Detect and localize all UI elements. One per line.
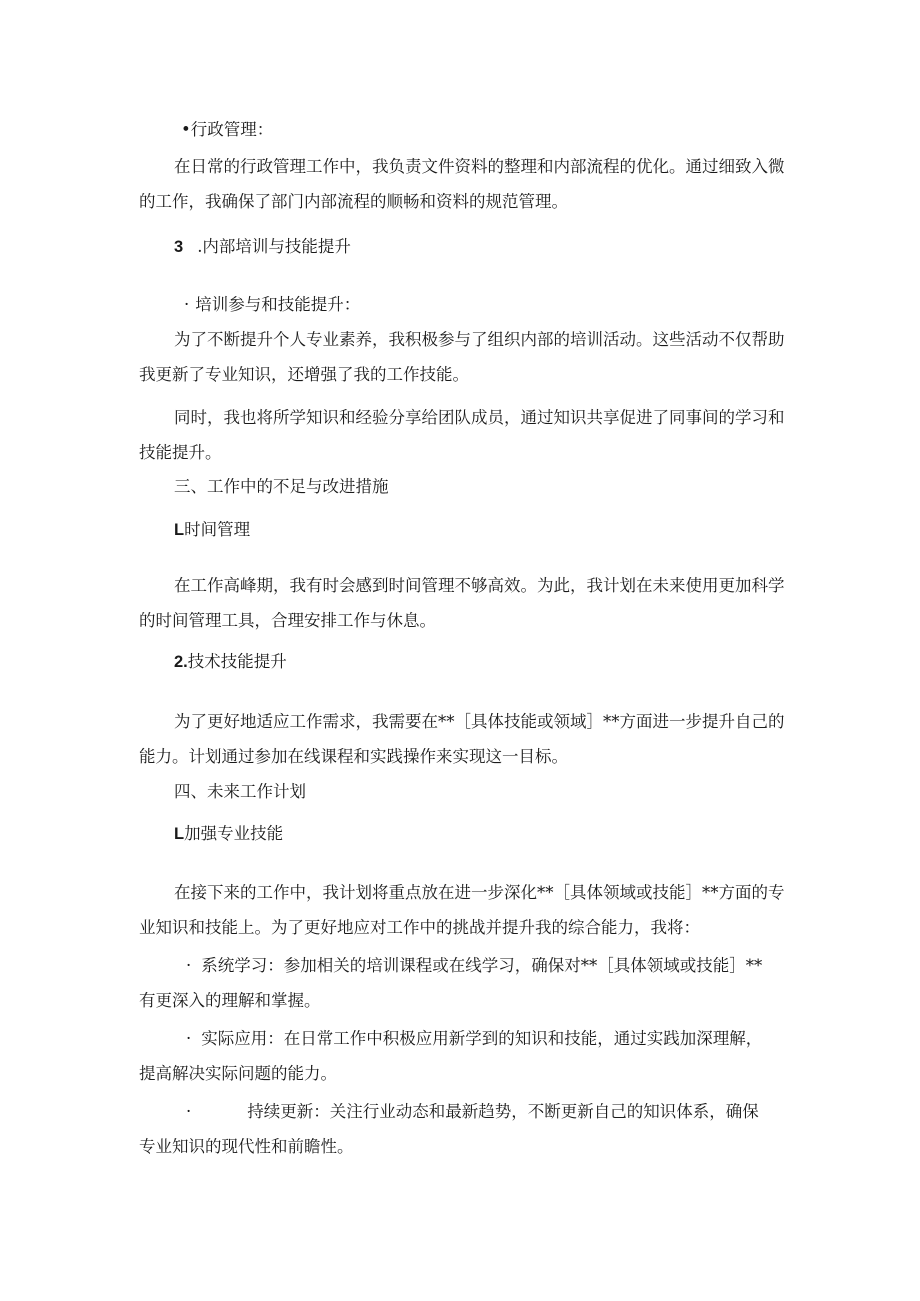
subheading-skill xyxy=(174,823,824,845)
paragraph-admin: 在日常的行政管理工作中，我负责文件资料的整理和内部流程的优化。通过细致入微的工作，我确保了部门内部流程的顺畅和资料的规范管理。 xyxy=(139,157,785,211)
bullet-update-line1 xyxy=(186,1101,836,1123)
bullet: · xyxy=(186,956,192,975)
list-item-label: 行政管理： xyxy=(190,120,274,139)
bullet-text: 实际应用：在日常工作中积极应用新学到的知识和技能，通过实践加深理解， xyxy=(201,1029,763,1048)
paragraph-training-2: 同时，我也将所学知识和经验分享给团队成员，通过知识共享促进了同事间的学习和技能提升。 xyxy=(139,408,785,462)
bullet-text: 系统学习：参加相关的培训课程或在线学习，确保对**［具体领域或技能］** xyxy=(201,956,763,975)
heading-number: 3 xyxy=(174,238,184,256)
bullet-apply-line1 xyxy=(186,1028,836,1050)
bullet-study-line2: 有更深入的理解和掌握。 xyxy=(139,991,321,1010)
bullet-update-line2: 专业知识的现代性和前瞻性。 xyxy=(139,1137,354,1156)
section-heading-4: 四、未来工作计划 xyxy=(174,782,306,801)
paragraph-skill: 在接下来的工作中，我计划将重点放在进一步深化**［具体领域或技能］**方面的专业知识和技能上。为了更好地应对工作中的挑战并提升我的综合能力，我将： xyxy=(139,883,785,937)
subheading-number: L xyxy=(174,521,185,539)
bullet-study-line1 xyxy=(186,955,836,977)
bullet-apply-line2: 提高解决实际问题的能力。 xyxy=(139,1064,337,1083)
bullet-text: 持续更新：关注行业动态和最新趋势，不断更新自己的知识体系，确保 xyxy=(247,1102,759,1121)
subheading-number: 2. xyxy=(174,653,188,671)
heading-label: .内部培训与技能提升 xyxy=(197,237,351,256)
paragraph-time: 在工作高峰期，我有时会感到时间管理不够高效。为此，我计划在未来使用更加科学的时间管理工具，合理安排工作与休息。 xyxy=(139,576,785,630)
list-item-training xyxy=(184,294,834,316)
bullet: • xyxy=(181,120,191,139)
bullet: · xyxy=(186,1029,192,1048)
paragraph-tech: 为了更好地适应工作需求，我需要在**［具体技能或领域］**方面进一步提升自己的能力。计划通过参加在线课程和实践操作来实现这一目标。 xyxy=(139,712,785,766)
subheading-number: L xyxy=(174,825,185,843)
subheading-label: 技术技能提升 xyxy=(187,652,287,671)
section-heading-3: 三、工作中的不足与改进措施 xyxy=(174,477,389,496)
subheading-tech xyxy=(174,651,824,673)
list-item-admin xyxy=(181,119,831,141)
paragraph-training-1: 为了不断提升个人专业素养，我积极参与了组织内部的培训活动。这些活动不仅帮助我更新了专业知识，还增强了我的工作技能。 xyxy=(139,330,785,384)
subheading-label: 时间管理 xyxy=(184,520,251,539)
list-item-label: 培训参与和技能提升： xyxy=(195,295,361,314)
subheading-time xyxy=(174,519,824,541)
heading-3 xyxy=(174,236,824,258)
bullet: · xyxy=(184,295,190,314)
bullet: · xyxy=(186,1102,192,1121)
subheading-label: 加强专业技能 xyxy=(184,824,284,843)
